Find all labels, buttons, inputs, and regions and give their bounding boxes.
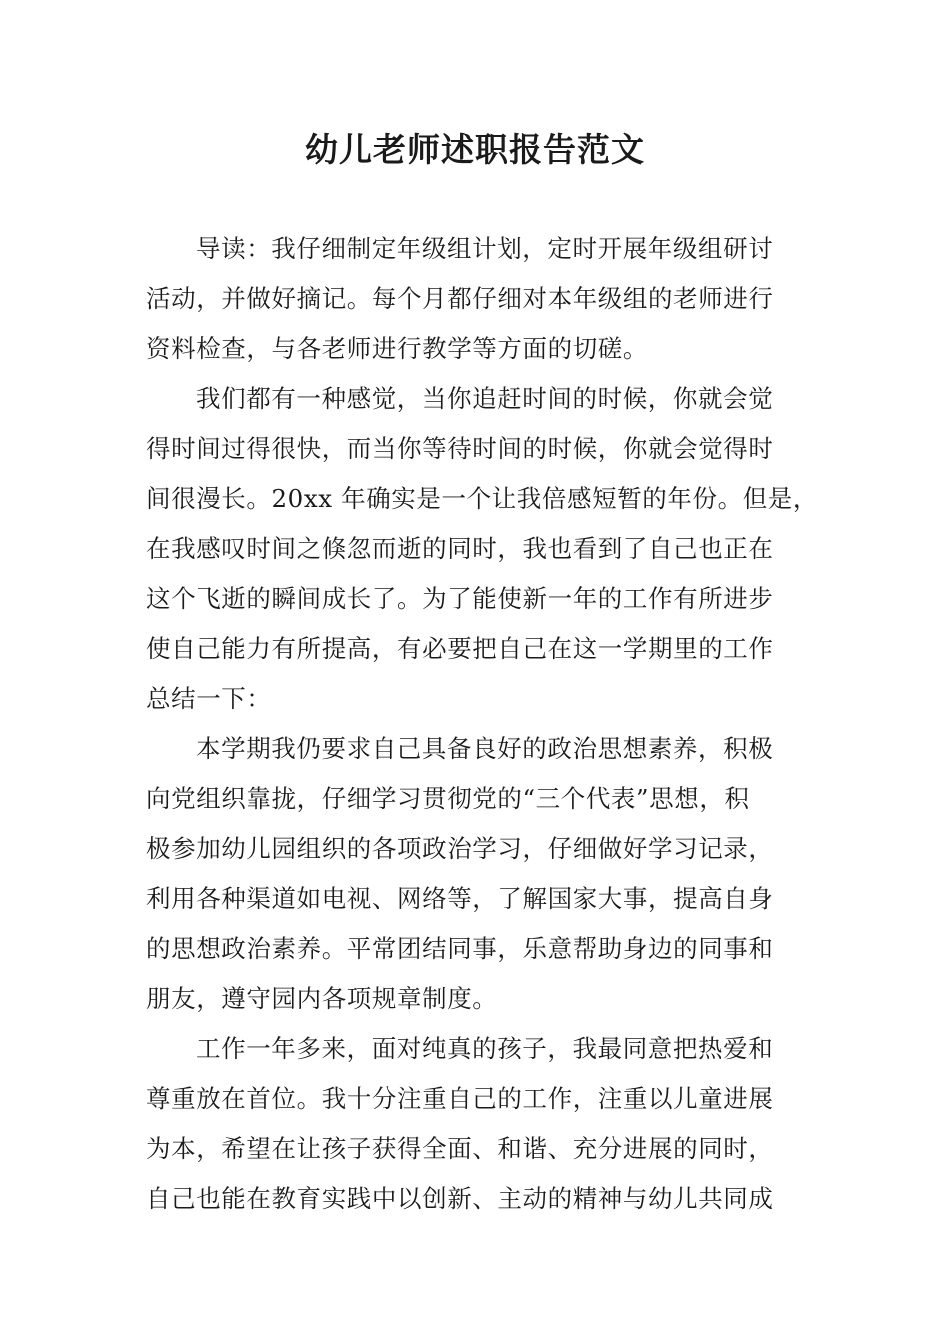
text-line: 的思想政治素养。平常团结同事，乐意帮助身边的同事和 bbox=[146, 934, 774, 963]
text-line: 活动，并做好摘记。每个月都仔细对本年级组的老师进行 bbox=[146, 284, 774, 313]
text-line: 总结一下： bbox=[146, 684, 272, 713]
text-line: 朋友，遵守园内各项规章制度。 bbox=[146, 984, 498, 1013]
text-line: 向党组织靠拢，仔细学习贯彻党的“三个代表”思想，积 bbox=[146, 784, 750, 813]
text-line: 自己也能在教育实践中以创新、主动的精神与幼儿共同成 bbox=[146, 1184, 774, 1213]
text-line: 导读：我仔细制定年级组计划，定时开展年级组研讨 bbox=[196, 234, 774, 263]
text-line: 为本，希望在让孩子获得全面、和谐、充分进展的同时， bbox=[146, 1134, 774, 1163]
text-line: 尊重放在首位。我十分注重自己的工作，注重以儿童进展 bbox=[146, 1084, 774, 1113]
text-line: 本学期我仍要求自己具备良好的政治思想素养，积极 bbox=[196, 734, 774, 763]
text-line: 极参加幼儿园组织的各项政治学习，仔细做好学习记录， bbox=[146, 834, 774, 863]
document-title: 幼儿老师述职报告范文 bbox=[305, 130, 645, 169]
text-line: 使自己能力有所提高，有必要把自己在这一学期里的工作 bbox=[146, 634, 774, 663]
text-line: 利用各种渠道如电视、网络等，了解国家大事，提高自身 bbox=[146, 884, 774, 913]
text-line: 在我感叹时间之倏忽而逝的同时，我也看到了自己也正在 bbox=[146, 534, 774, 563]
document-body bbox=[146, 224, 818, 1224]
text-line: 间很漫长。20xx 年确实是一个让我倍感短暂的年份。但是， bbox=[146, 484, 818, 513]
text-line: 我们都有一种感觉，当你追赶时间的时候，你就会觉 bbox=[196, 384, 774, 413]
text-line: 得时间过得很快，而当你等待时间的时候，你就会觉得时 bbox=[146, 434, 774, 463]
text-line: 资料检查，与各老师进行教学等方面的切磋。 bbox=[146, 334, 648, 363]
text-line: 工作一年多来，面对纯真的孩子，我最同意把热爱和 bbox=[196, 1034, 774, 1063]
text-line: 这个飞逝的瞬间成长了。为了能使新一年的工作有所进步 bbox=[146, 584, 774, 613]
